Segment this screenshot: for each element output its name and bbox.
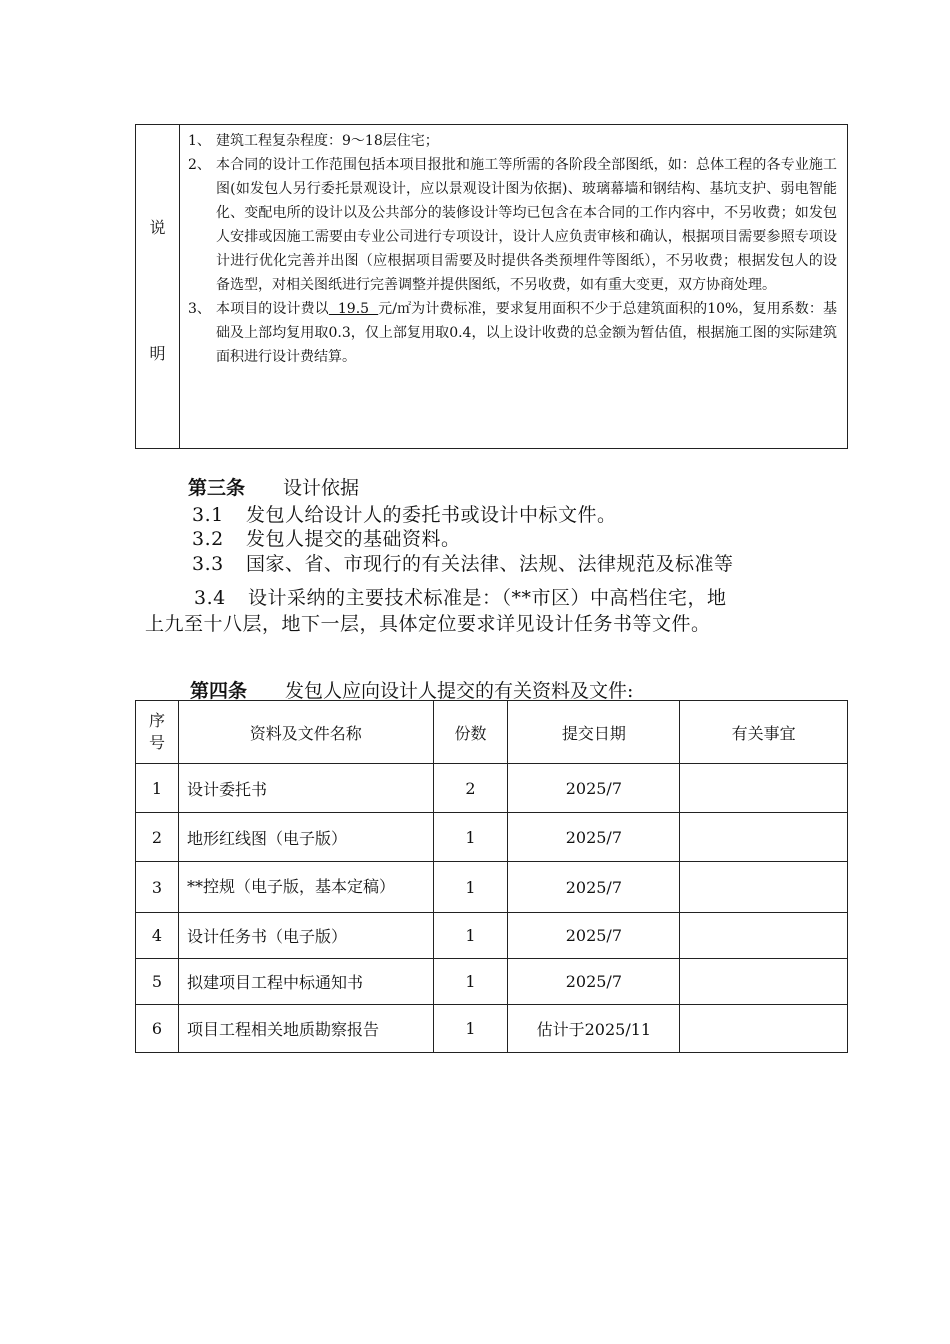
explanation-item: 1、 建筑工程复杂程度：9～18层住宅； (188, 133, 439, 149)
table-row: 3 **控规（电子版，基本定稿） 1 2025/7 (136, 862, 848, 913)
article3-heading (188, 473, 359, 500)
explanation-side-cell (136, 125, 180, 449)
files-table-header (136, 701, 848, 764)
header-date: 提交日期 (508, 701, 680, 764)
header-name: 资料及文件名称 (178, 701, 433, 764)
table-row: 5 拟建项目工程中标通知书 1 2025/7 (136, 959, 848, 1005)
side-label-1: 说 (149, 218, 166, 237)
design-fee-value: 19.5 (328, 301, 379, 317)
article3-item: 3.1 发包人给设计人的委托书或设计中标文件。 (192, 504, 617, 526)
table-row: 1 设计委托书 2 2025/7 (136, 764, 848, 813)
explanation-item: 2、 本合同的设计工作范围包括本项目报批和施工等所需的各阶段全部图纸，如：总体工程的各专业施工图(如发包人另行委托景观设计，应以景观设计图为依据)、玻璃幕墙和钢结构、基坑支护、弱电智能化、变配电所的设计以及公共部分的装修设计等均已包含在本合同的工作内容中，不另收费；如发包人安排或因施工需要由专业公司进行专项设计，设计人应负责审核和确认，根据项目需要参照专项设计进行优化完善并出图（应根据项目需要及时提供各类预埋件等图纸），不另收费；根据发包人的设备选型，对相关图纸进行完善调整并提供图纸，不另收费，如有重大变更，双方协商处理。 (188, 157, 837, 293)
explanation-content (180, 125, 848, 449)
article3-item: 3.3 国家、省、市现行的有关法律、法规、法律规范及标准等 (192, 553, 734, 575)
table-row: 4 设计任务书（电子版） 1 2025/7 (136, 913, 848, 959)
explanation-item: 3、 本项目的设计费以 19.5 元/㎡为计费标准，要求复用面积不少于总建筑面积的10%，复用系数：基础及上部均复用取0.3，仅上部复用取0.4，以上设计收费的总金额为暂估值，根据施工图的实际建筑面积进行设计费结算。 (188, 301, 837, 365)
explanation-table (135, 124, 848, 449)
article3-item-4-line1: 3.4 设计采纳的主要技术标准是：（**市区）中高档住宅，地 (194, 587, 727, 609)
article3-item-4-line2: 上九至十八层，地下一层，具体定位要求详见设计任务书等文件。 (145, 613, 711, 635)
article3-title: 设计依据 (283, 477, 360, 499)
article4-heading (190, 676, 633, 703)
article3-label: 第三条 (188, 477, 246, 499)
header-copies: 份数 (433, 701, 508, 764)
article3-item: 3.2 发包人提交的基础资料。 (192, 528, 461, 550)
header-notes: 有关事宜 (680, 701, 848, 764)
side-label-2: 明 (149, 344, 166, 363)
table-row: 6 项目工程相关地质勘察报告 1 估计于2025/11 (136, 1005, 848, 1053)
article4-title: 发包人应向设计人提交的有关资料及文件: (285, 680, 634, 702)
header-seq: 序号 (136, 701, 179, 764)
table-row: 2 地形红线图（电子版） 1 2025/7 (136, 813, 848, 862)
files-table (135, 700, 848, 1053)
article4-label: 第四条 (190, 680, 248, 702)
